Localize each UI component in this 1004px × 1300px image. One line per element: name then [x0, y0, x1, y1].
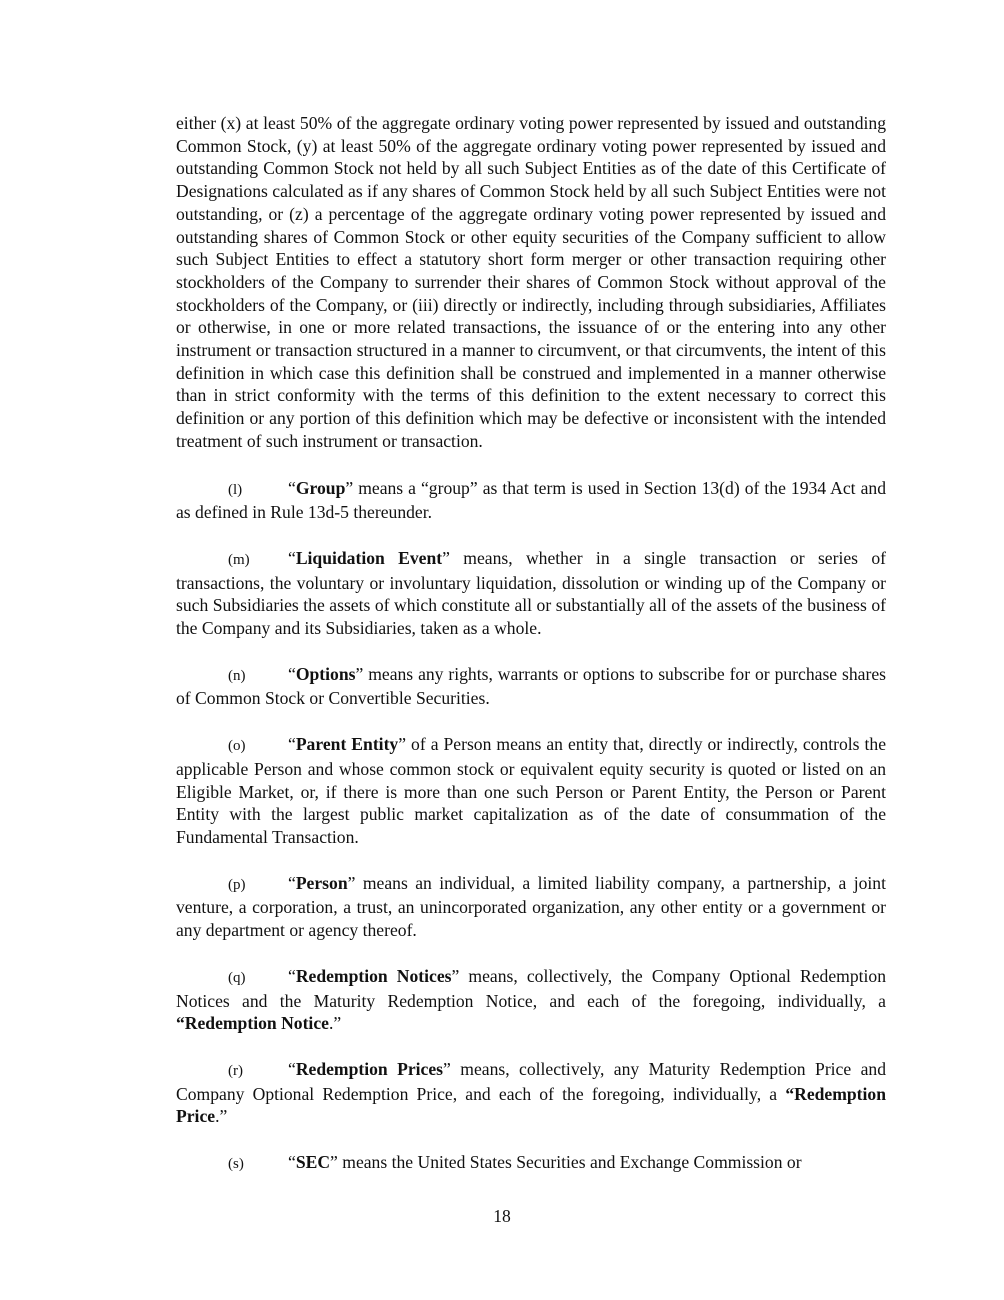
open-quote: “	[288, 1058, 296, 1079]
open-quote: “	[288, 1152, 296, 1173]
definition-text: means, collectively, any Maturity Redemption Price and Company Optional Redemption Price, and each of the foregoing, individually, a	[176, 1058, 887, 1104]
definition-text: means an individual, a limited liability company, a partnership, a joint venture, a corporation, a trust, an unincorporated organization, any other entity or a government or any department or agency thereof.	[176, 872, 886, 941]
definition-paragraph	[176, 733, 886, 849]
close-quote: ”	[345, 477, 354, 498]
open-quote: “	[288, 663, 296, 684]
definition-label: (l)	[228, 481, 243, 498]
close-quote: ”	[398, 734, 407, 755]
definition-label: (s)	[228, 1156, 244, 1173]
trailing-close-quote: .”	[215, 1106, 228, 1127]
definition-label: (p)	[228, 876, 246, 893]
definition-label: (m)	[228, 551, 250, 568]
definition-paragraph	[176, 547, 886, 640]
intro-paragraph: either (x) at least 50% of the aggregate ordinary voting power represented by issued and outstanding Common Stock, (y) at least 50% of the aggregate ordinary voting power represented by issued and outstanding Common Stock not held by all such Subject Entities as of the date of this Certificate of Designations calculated as if any shares of Common Stock held by all such Subject Entities were not outstanding, or (z) a percentage of the aggregate ordinary voting power represented by issued and outstanding shares of Common Stock or other equity securities of the Company sufficient to allow such Subject Entities to effect a statutory short form merger or other transaction requiring other stockholders of the Company to surrender their shares of Common Stock without approval of the stockholders of the Company, or (iii) directly or indirectly, including through subsidiaries, Affiliates or otherwise, in one or more related transactions, the issuance of or the entering into any other instrument or transaction structured in a manner to circumvent, or that circumvents, the intent of this definition in which case this definition shall be construed and implemented in a manner otherwise than in strict conformity with the terms of this definition to the extent necessary to correct this definition or any portion of this definition which may be defective or inconsistent with the intended treatment of such instrument or transaction.	[176, 113, 886, 451]
definition-text: means, collectively, the Company Optional Redemption Notices and the Maturity Redemption Notice, and each of the foregoing, individually, a	[176, 965, 886, 1011]
open-quote: “	[288, 734, 296, 755]
definition-label: (q)	[228, 969, 246, 986]
close-quote: ”	[442, 547, 450, 568]
definition-paragraph	[176, 965, 886, 1035]
definition-paragraph	[176, 872, 886, 942]
defined-term: Redemption Prices	[295, 1058, 444, 1079]
definition-paragraph	[176, 663, 886, 710]
open-quote: “	[288, 547, 296, 568]
trailing-open-quote: “	[176, 1013, 185, 1034]
close-quote: ”	[330, 1152, 338, 1173]
definition-label: (r)	[228, 1062, 243, 1079]
trailing-defined-term: Redemption Price	[176, 1083, 886, 1127]
definition-label: (n)	[228, 667, 246, 684]
defined-term: Person	[295, 872, 348, 893]
close-quote: ”	[443, 1058, 451, 1079]
definition-text: means any rights, warrants or options to subscribe for or purchase shares of Common Stock or Convertible Securities.	[176, 663, 886, 709]
document-page	[176, 112, 886, 1176]
defined-term: SEC	[295, 1152, 331, 1173]
close-quote: ”	[451, 965, 460, 986]
definition-text: means a “group” as that term is used in Section 13(d) of the 1934 Act and as defined in Rule 13d-5 thereunder.	[176, 477, 886, 523]
definition-paragraph	[176, 1151, 886, 1176]
defined-term: Parent Entity	[295, 734, 399, 755]
definition-text: means the United States Securities and Exchange Commission or	[337, 1152, 802, 1173]
defined-term: Group	[295, 477, 346, 498]
trailing-open-quote: “	[785, 1083, 795, 1104]
open-quote: “	[288, 965, 296, 986]
definition-paragraph	[176, 477, 886, 524]
defined-term: Redemption Notices	[295, 965, 452, 986]
definition-label: (o)	[228, 738, 246, 755]
close-quote: ”	[355, 663, 364, 684]
trailing-close-quote: .”	[328, 1013, 342, 1034]
open-quote: “	[288, 477, 296, 498]
defined-term: Liquidation Event	[295, 547, 443, 568]
definitions-list	[176, 477, 886, 1176]
open-quote: “	[288, 872, 296, 893]
definition-text: means, whether in a single transaction or series of transactions, the voluntary or involuntary liquidation, dissolution or winding up of the Company or such Subsidiaries the assets of which constitute all or substantially all of the assets of the business of the Company and its Subsidiaries, taken as a whole.	[176, 547, 886, 639]
trailing-defined-term: Redemption Notice	[184, 1013, 329, 1034]
close-quote: ”	[347, 872, 356, 893]
definition-text: of a Person means an entity that, directly or indirectly, controls the applicable Person and whose common stock or equivalent equity security is quoted or listed on an Eligible Market, or, if there is more than one such Person or Parent Entity, the Person or Parent Entity with the largest public market capitalization as of the date of consummation of the Fundamental Transaction.	[176, 734, 887, 847]
defined-term: Options	[295, 663, 356, 684]
page-number: 18	[493, 1206, 511, 1226]
definition-paragraph	[176, 1058, 886, 1128]
